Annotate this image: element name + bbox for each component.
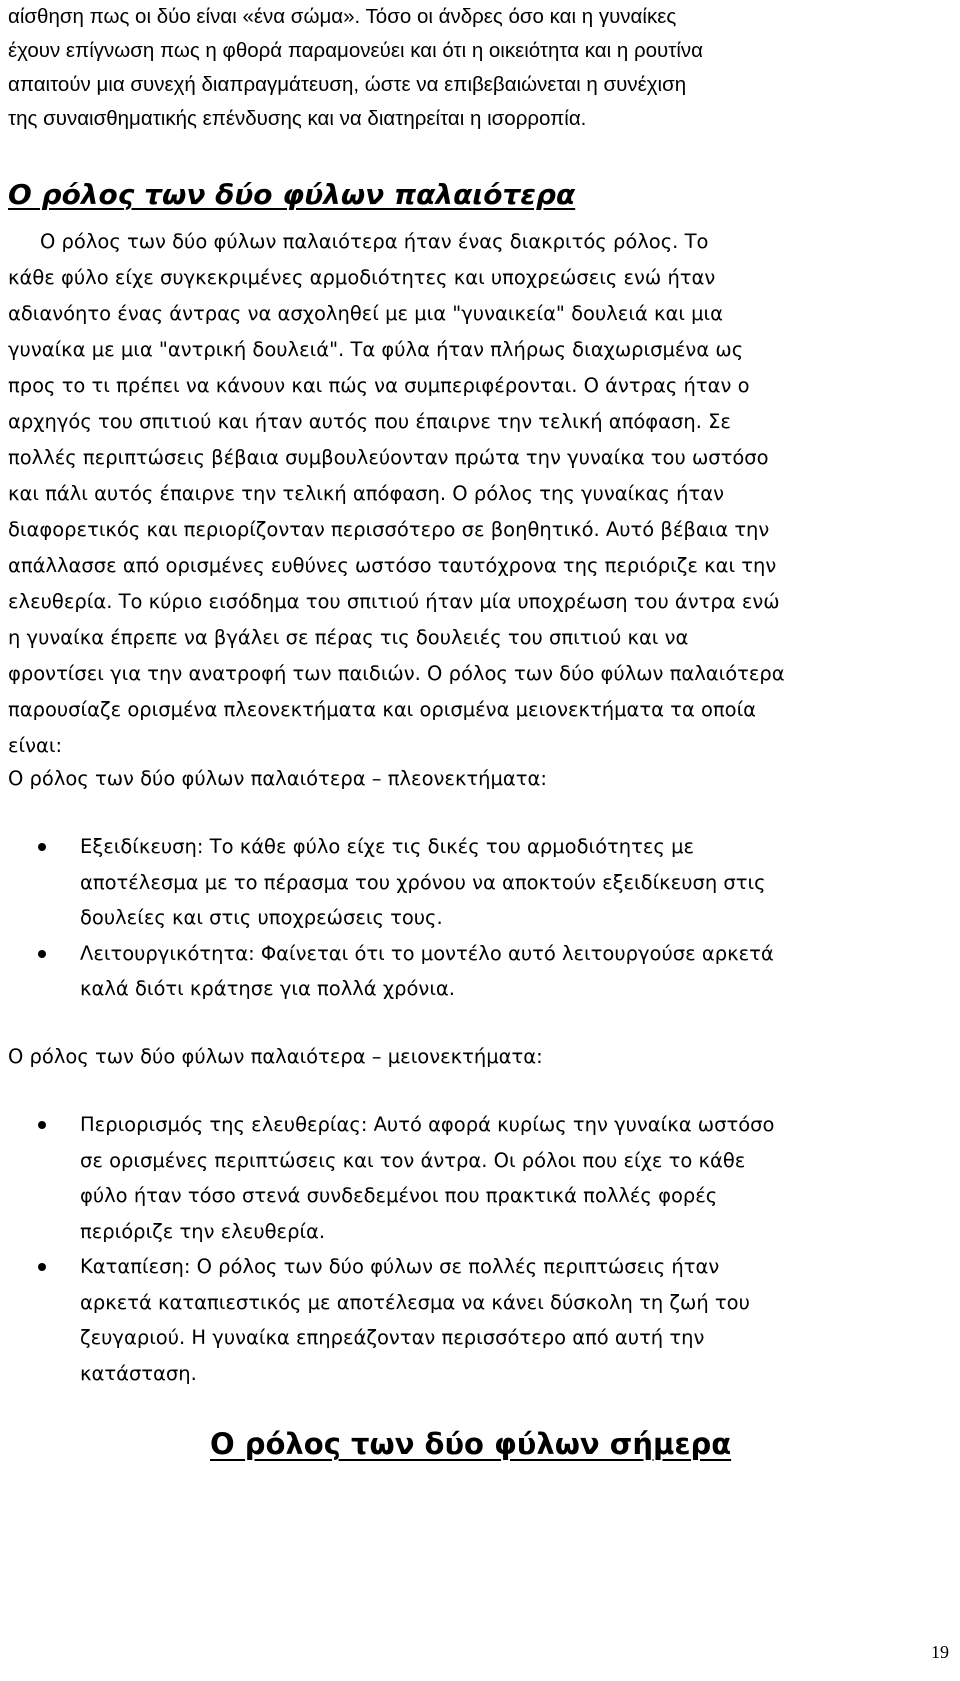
text-line: ζευγαριού. Η γυναίκα επηρεάζονταν περισσότερο από αυτή την — [80, 1326, 705, 1349]
text-line: γυναίκα με μια "αντρική δουλειά". Τα φύλα ήταν πλήρως διαχωρισμένα ως — [8, 338, 744, 361]
list-item — [0, 936, 960, 1007]
text-line: καλά διότι κράτησε για πολλά χρόνια. — [80, 977, 455, 1000]
text-line: Περιορισμός της ελευθερίας: Αυτό αφορά κυρίως την γυναίκα ωστόσο — [80, 1113, 775, 1136]
advantages-list — [0, 829, 960, 1007]
disadvantages-heading: Ο ρόλος των δύο φύλων παλαιότερα – μειονεκτήματα: — [8, 1045, 543, 1068]
text-line: απαιτούν μια συνεχή διαπραγμάτευση, ώστε να επιβεβαιώνεται η συνέχιση — [8, 73, 687, 96]
text-line: κατάσταση. — [80, 1361, 197, 1385]
text-line: προς το τι πρέπει να κάνουν και πώς να συμπεριφέρονται. Ο άντρας ήταν ο — [8, 374, 750, 397]
text-line: Ο ρόλος των δύο φύλων παλαιότερα ήταν ένας διακριτός ρόλος. Το — [40, 230, 709, 253]
text-line: δουλείες και στις υποχρεώσεις τους. — [80, 906, 443, 929]
text-line: ελευθερία. Το κύριο εισόδημα του σπιτιού ήταν μία υποχρέωση του άντρα ενώ — [8, 590, 780, 613]
text-line: αίσθηση πως οι δύο είναι «ένα σώμα». Τόσο οι άνδρες όσο και η γυναίκες — [8, 5, 677, 28]
text-line: και πάλι αυτός έπαιρνε την τελική απόφαση. Ο ρόλος της γυναίκας ήταν — [8, 482, 724, 505]
text-line: σε ορισμένες περιπτώσεις και τον άντρα. Οι ρόλοι που είχε το κάθε — [80, 1148, 746, 1172]
text-line: αρκετά καταπιεστικός με αποτέλεσμα να κάνει δύσκολη τη ζωή του — [80, 1290, 750, 1314]
text-line: πολλές περιπτώσεις βέβαια συμβουλεύονταν πρώτα την γυναίκα του ωστόσο — [8, 446, 769, 469]
bullet-icon — [38, 1121, 46, 1129]
text-line: έχουν επίγνωση πως η φθορά παραμονεύει και ότι η οικειότητα και η ρουτίνα — [8, 39, 703, 62]
bullet-icon — [38, 950, 46, 958]
text-line: Εξειδίκευση: Το κάθε φύλο είχε τις δικές του αρμοδιότητες με — [80, 835, 695, 858]
list-item — [0, 1107, 960, 1249]
intro-paragraph — [8, 0, 948, 136]
text-line: αρχηγός του σπιτιού και ήταν αυτός που έπαιρνε την τελική απόφαση. Σε — [8, 410, 731, 433]
bullet-icon — [38, 843, 46, 851]
text-line: κάθε φύλο είχε συγκεκριμένες αρμοδιότητες και υποχρεώσεις ενώ ήταν — [8, 266, 716, 289]
bullet-icon — [38, 1263, 46, 1271]
section-heading-today: Ο ρόλος των δύο φύλων σήμερα — [210, 1427, 732, 1461]
text-line: είναι: — [8, 734, 63, 757]
advantages-heading: Ο ρόλος των δύο φύλων παλαιότερα – πλεονεκτήματα: — [8, 767, 547, 790]
text-line: αδιανόητο ένας άντρας να ασχοληθεί με μια "γυναικεία" δουλειά και μια — [8, 302, 723, 325]
text-line: Λειτουργικότητα: Φαίνεται ότι το μοντέλο αυτό λειτουργούσε αρκετά — [80, 941, 774, 965]
text-line: φύλο ήταν τόσο στενά συνδεδεμένοι που πρακτικά πολλές φορές — [80, 1184, 718, 1207]
text-line: περιόριζε την ελευθερία. — [80, 1219, 326, 1243]
text-line: Καταπίεση: Ο ρόλος των δύο φύλων σε πολλές περιπτώσεις ήταν — [80, 1255, 720, 1278]
page-number: 19 — [931, 1642, 949, 1662]
section-paragraph — [8, 224, 953, 764]
text-line: αποτέλεσμα με το πέρασμα του χρόνου να αποκτούν εξειδίκευση στις — [80, 870, 766, 894]
disadvantages-list — [0, 1107, 960, 1391]
text-line: παρουσίαζε ορισμένα πλεονεκτήματα και ορισμένα μειονεκτήματα τα οποία — [8, 698, 757, 721]
text-line: της συναισθηματικής επένδυσης και να διατηρείται η ισορροπία. — [8, 107, 587, 130]
text-line: φροντίσει για την ανατροφή των παιδιών. Ο ρόλος των δύο φύλων παλαιότερα — [8, 662, 785, 685]
list-item — [0, 1249, 960, 1391]
text-line: διαφορετικός και περιορίζονταν περισσότερο σε βοηθητικό. Αυτό βέβαια την — [8, 518, 770, 541]
text-line: η γυναίκα έπρεπε να βγάλει σε πέρας τις δουλειές του σπιτιού και να — [8, 626, 689, 649]
text-line: απάλλασσε από ορισμένες ευθύνες ωστόσο ταυτόχρονα της περιόριζε και την — [8, 554, 777, 577]
section-heading-past: Ο ρόλος των δύο φύλων παλαιότερα — [8, 178, 576, 211]
list-item — [0, 829, 960, 936]
